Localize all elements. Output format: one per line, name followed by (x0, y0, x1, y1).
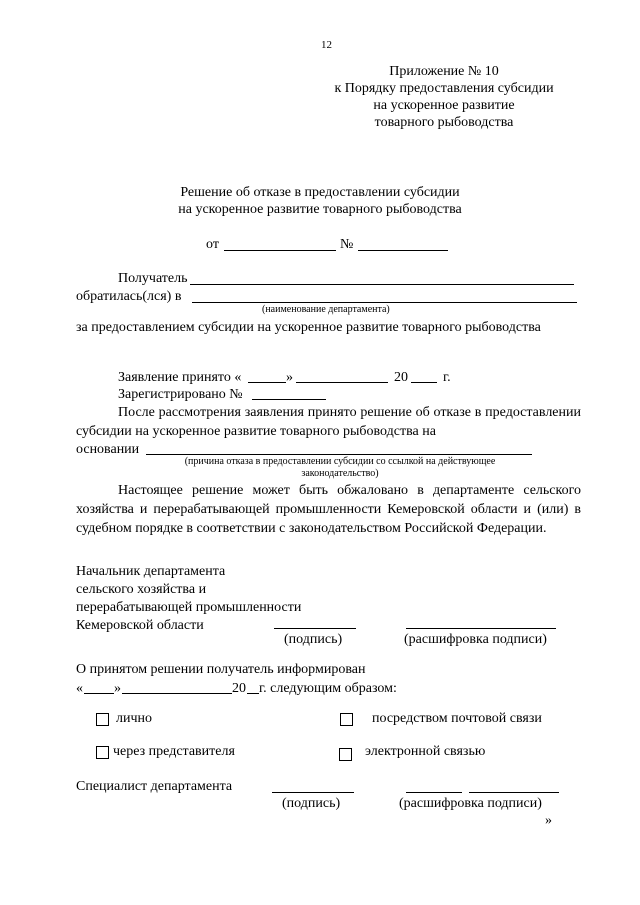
accepted-year-prefix: 20 (394, 370, 408, 385)
head-signature-field[interactable] (274, 628, 356, 629)
personally-label: лично (116, 711, 153, 726)
specialist-decode-field-2[interactable] (469, 792, 559, 793)
notification-year-field[interactable] (247, 693, 259, 694)
appendix-number: Приложение № 10 (389, 64, 499, 79)
head-decode-field[interactable] (406, 628, 556, 629)
notification-year-prefix: 20 (232, 681, 246, 696)
date-field[interactable] (224, 250, 336, 251)
document-title-1: Решение об отказе в предоставлении субсидии (180, 185, 460, 200)
accepted-day-field[interactable] (248, 382, 286, 383)
number-field[interactable] (358, 250, 448, 251)
signatory-line-1: Начальник департамента (76, 564, 226, 579)
signatory-line-3: перерабатывающей промышленности (76, 600, 302, 615)
specialist-label: Специалист департамента (76, 779, 233, 794)
department-hint: (наименование департамента) (262, 304, 390, 315)
recipient-field[interactable] (190, 284, 574, 285)
appendix-ref-1: к Порядку предоставления субсидии (334, 81, 554, 96)
appeal-text: Настоящее решение может быть обжаловано в департаменте сельского хозяйства и перерабатывающей промышленности Кемеровской области и (или) в судебном порядке в соответствии с законодательством Российской Федерации. (76, 483, 581, 536)
appendix-ref-3: товарного рыбоводства (374, 115, 514, 130)
signatory-line-2: сельского хозяйства и (76, 582, 207, 597)
document-title-2: на ускоренное развитие товарного рыбоводства (178, 202, 462, 217)
accepted-year-field[interactable] (411, 382, 437, 383)
specialist-decode-hint: (расшифровка подписи) (399, 796, 542, 811)
from-label: от (206, 237, 219, 252)
number-label: № (340, 237, 354, 252)
department-field[interactable] (192, 302, 577, 303)
reason-hint-2: законодательство) (301, 468, 379, 479)
notification-date-close: » (114, 681, 121, 696)
specialist-decode-field-1[interactable] (406, 792, 462, 793)
closing-quote: » (545, 813, 552, 828)
accepted-month-field[interactable] (296, 382, 388, 383)
purpose-text: за предоставлением субсидии на ускоренное развитие товарного рыбоводства (76, 320, 541, 335)
page-number: 12 (321, 39, 332, 51)
notification-tail: г. следующим образом: (259, 681, 397, 696)
representative-label: через представителя (113, 744, 235, 759)
reason-hint-1: (причина отказа в предоставлении субсидии со ссылкой на действующее (184, 456, 496, 467)
registered-field[interactable] (252, 399, 326, 400)
accepted-year-suffix: г. (443, 370, 451, 385)
applied-label: обратилась(лся) в (76, 289, 182, 304)
recipient-label: Получатель (118, 271, 188, 286)
post-label: посредством почтовой связи (372, 711, 542, 726)
head-signature-hint: (подпись) (284, 632, 343, 647)
specialist-signature-field[interactable] (272, 792, 354, 793)
specialist-signature-hint: (подпись) (282, 796, 341, 811)
electronic-label: электронной связью (365, 744, 486, 759)
signatory-line-4: Кемеровской области (76, 618, 204, 633)
representative-checkbox[interactable] (96, 746, 109, 759)
appendix-ref-2: на ускоренное развитие (373, 98, 515, 113)
notification-day-field[interactable] (84, 693, 114, 694)
registered-label: Зарегистрировано № (118, 387, 243, 402)
post-checkbox[interactable] (340, 713, 353, 726)
basis-label: основании (76, 442, 140, 457)
decision-text: После рассмотрения заявления принято решение об отказе в предоставлении субсидии на ускоренное развитие товарного рыбоводства на (76, 405, 581, 439)
electronic-checkbox[interactable] (339, 748, 352, 761)
personally-checkbox[interactable] (96, 713, 109, 726)
accepted-prefix: Заявление принято « (118, 370, 242, 385)
notification-line: О принятом решении получатель информирован (76, 662, 366, 677)
head-decode-hint: (расшифровка подписи) (404, 632, 547, 647)
notification-date-open: « (76, 681, 83, 696)
reason-field[interactable] (146, 454, 532, 455)
notification-month-field[interactable] (122, 693, 232, 694)
accepted-mid: » (286, 370, 293, 385)
